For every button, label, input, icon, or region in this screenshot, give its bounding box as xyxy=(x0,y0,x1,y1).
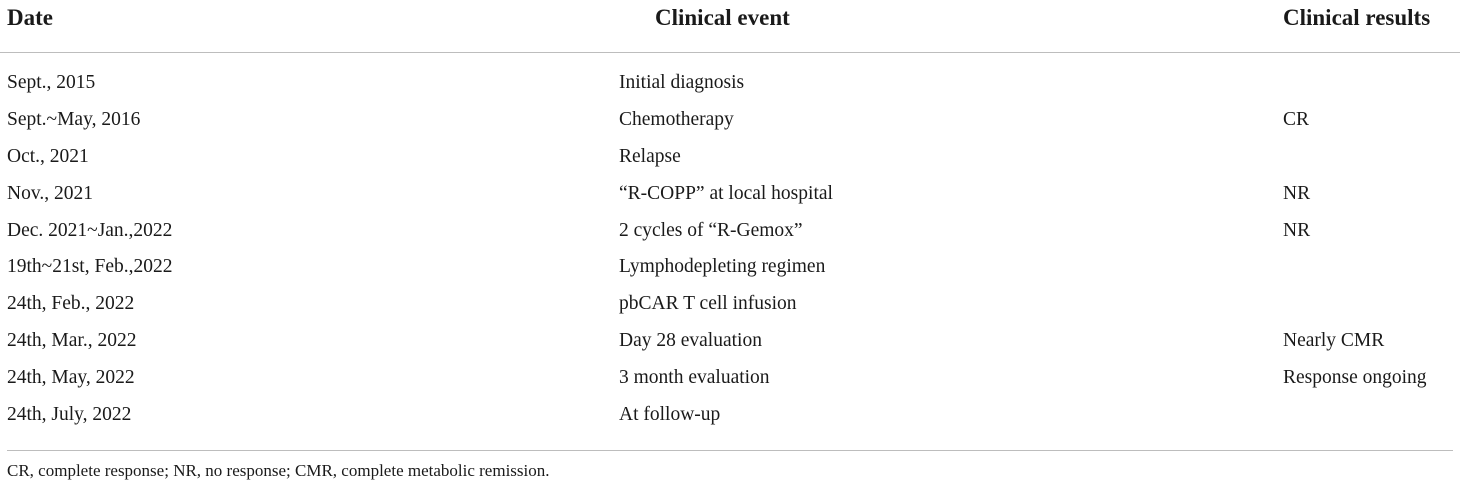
cell-event: “R-COPP” at local hospital xyxy=(619,182,833,204)
table-footnote: CR, complete response; NR, no response; CMR, complete metabolic remission. xyxy=(7,461,550,480)
table-row xyxy=(0,216,1460,253)
table-row xyxy=(0,289,1460,326)
header-clinical-results: Clinical results xyxy=(1283,5,1431,30)
cell-result: NR xyxy=(1283,182,1311,204)
cell-date: Oct., 2021 xyxy=(7,145,89,167)
table-body xyxy=(0,53,1460,437)
table-row xyxy=(0,400,1460,437)
cell-event: Day 28 evaluation xyxy=(619,330,762,352)
cell-result: Nearly CMR xyxy=(1283,330,1385,352)
cell-date: Sept.~May, 2016 xyxy=(7,108,141,130)
cell-event: Relapse xyxy=(619,145,681,167)
cell-date: Nov., 2021 xyxy=(7,182,93,204)
cell-event: 3 month evaluation xyxy=(619,367,770,389)
table-row xyxy=(0,68,1460,105)
table-row xyxy=(0,252,1460,289)
cell-result: CR xyxy=(1283,108,1310,130)
header-date: Date xyxy=(7,5,53,30)
cell-result: Response ongoing xyxy=(1283,367,1427,389)
cell-date: 24th, Feb., 2022 xyxy=(7,293,135,315)
cell-event: Chemotherapy xyxy=(619,108,734,130)
cell-date: 24th, Mar., 2022 xyxy=(7,330,137,352)
table-bottom-rule xyxy=(7,450,1453,451)
cell-event: pbCAR T cell infusion xyxy=(619,293,797,315)
table-row xyxy=(0,105,1460,142)
cell-date: 19th~21st, Feb.,2022 xyxy=(7,256,173,278)
table-row xyxy=(0,363,1460,400)
table-header-row xyxy=(0,0,1460,53)
cell-date: 24th, May, 2022 xyxy=(7,367,135,389)
cell-date: 24th, July, 2022 xyxy=(7,404,132,426)
cell-date: Sept., 2015 xyxy=(7,72,96,93)
cell-date: Dec. 2021~Jan.,2022 xyxy=(7,219,173,241)
cell-event: At follow-up xyxy=(619,404,721,426)
cell-event: Initial diagnosis xyxy=(619,72,745,93)
table-row xyxy=(0,142,1460,179)
header-clinical-event: Clinical event xyxy=(655,5,790,30)
cell-result: NR xyxy=(1283,219,1311,241)
cell-event: 2 cycles of “R-Gemox” xyxy=(619,219,803,241)
table-row xyxy=(0,326,1460,363)
cell-event: Lymphodepleting regimen xyxy=(619,256,826,278)
table-row xyxy=(0,179,1460,216)
